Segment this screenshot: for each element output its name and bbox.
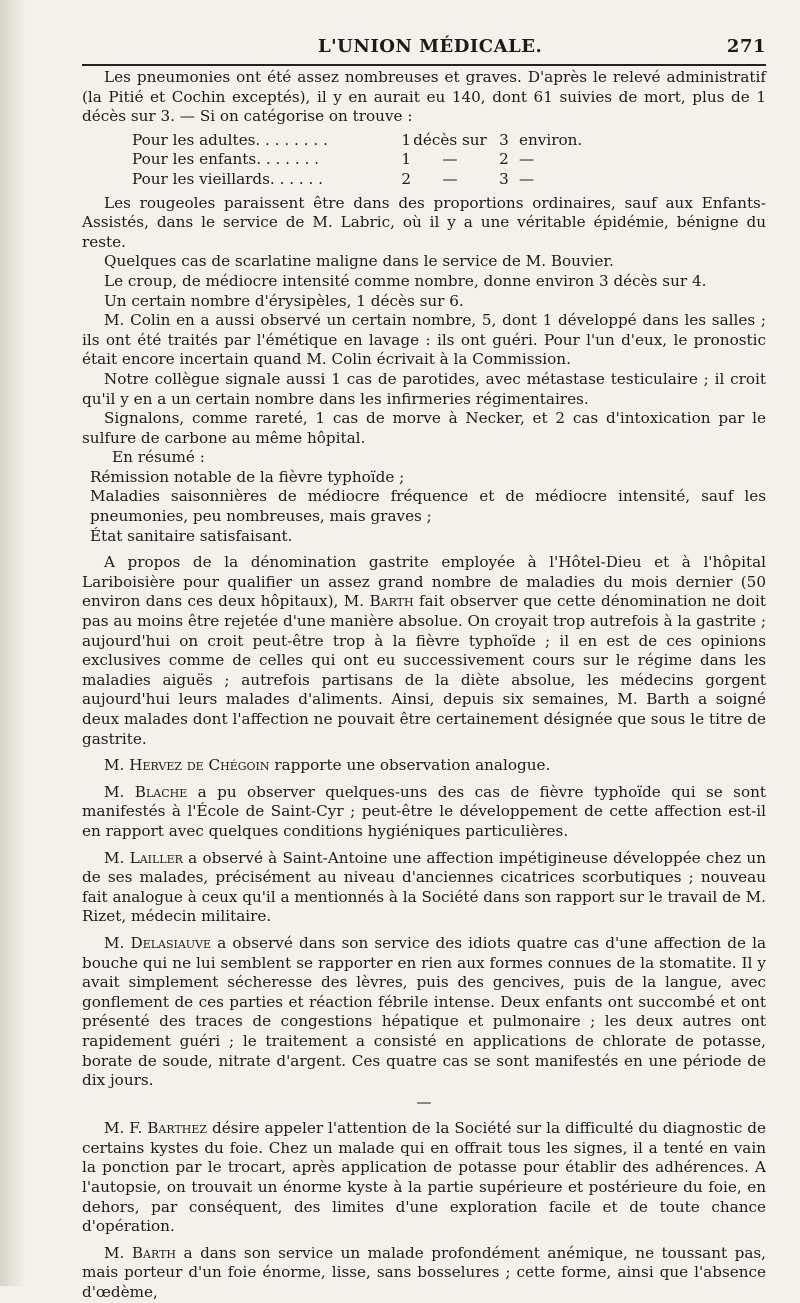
row-value: 2 (401, 169, 411, 188)
text-run: A propos de la dénomination gastrite employée à l'Hôtel-Dieu et à l'hôpital Lariboisière pour qualifier un assez grand nombre de maladies du mois dernier (50 environ dans ces deux hôpitaux), M. (82, 553, 766, 611)
text-run: M. (104, 848, 130, 867)
page-number: 271 (726, 36, 766, 57)
row-value: 3 (499, 130, 509, 149)
journal-title: L'UNION MÉDICALE. (318, 36, 543, 57)
paragraph-delasiauve (82, 934, 766, 1091)
text-run: M. (104, 782, 135, 801)
paragraph-colin: M. Colin en a aussi observé un certain nombre, 5, dont 1 développé dans les salles ; ils ont été traités par l'émétique en lavage : ils ont guéri. Pour l'un d'eux, le pronostic était encore incertain quand M. Colin écrivait à la Commission. (82, 311, 766, 369)
row-value: 3 (499, 169, 509, 188)
speaker-name: Delasiauve (130, 933, 212, 952)
paragraph-erysipeles: Un certain nombre d'érysipèles, 1 décès sur 6. (104, 291, 464, 310)
section-separator: — (416, 1092, 432, 1111)
speaker-name: Hervez de Chégoin (129, 756, 270, 775)
paragraph-scarlatine: Quelques cas de scarlatine maligne dans le service de M. Bouvier. (104, 252, 614, 271)
speaker-name: Barthez (147, 1119, 208, 1138)
speaker-name: Barth (131, 1243, 177, 1262)
text-run: M. (104, 1243, 132, 1262)
paragraph-hervez (82, 756, 766, 776)
summary-section (82, 448, 766, 546)
paragraph-croup: Le croup, de médiocre intensité comme nombre, donne environ 3 décès sur 4. (104, 271, 707, 290)
text-run: a pu observer quelques-uns des cas de fièvre typhoïde qui se sont manifestés à l'École de Saint-Cyr ; peut-être le développement de cette affection est-il en rapport avec quelques conditions hygiéniques particulières. (82, 782, 766, 840)
row-value: 1 (401, 150, 411, 169)
paragraph-morve: Signalons, comme rareté, 1 cas de morve à Necker, et 2 cas d'intoxication par le sulfure de carbone au même hôpital. (82, 409, 766, 447)
paragraph-rougeoles: Les rougeoles paraissent être dans des proportions ordinaires, sauf aux Enfants-Assistés, dans le service de M. Labric, où il y a une véritable épidémie, bénigne du reste. (82, 193, 766, 251)
text-run: a observé à Saint-Antoine une affection impétigineuse développée chez un de ses malades, précisément au niveau d'anciennes cicatrices scorbutiques ; nouveau fait analogue à ceux qu'il a mentionnés à la Société dans son rapport sur le travail de M. Rizet, médecin militaire. (82, 848, 766, 926)
row-label: Pour les vieillards. . . . . . (132, 169, 324, 188)
page-header (82, 30, 766, 60)
mortality-table (132, 131, 639, 190)
table-row (132, 150, 639, 170)
paragraph-gastrite (82, 553, 766, 749)
text-run: désire appeler l'attention de la Société sur la difficulté du diagnostic de certains kystes du foie. Chez un malade qui en offrait tous les signes, il a tenté en vain la ponction par le trocart, après application de potasse pour établir des adhérences. A l'autopsie, on trouvait un énorme kyste à la partie supérieure et postérieure du foie, en dehors, par conséquent, des limites d'une exploration facile et de toute chance d'opération. (82, 1119, 766, 1236)
row-tail: — (519, 169, 535, 188)
table-row (132, 170, 639, 190)
table-row (132, 131, 639, 151)
row-tail: — (519, 150, 535, 169)
text-run: M. F. (104, 1119, 148, 1138)
text-run: a dans son service un malade profondément anémique, ne toussant pas, mais porteur d'un foie énorme, lisse, sans bosselures ; cette forme, ainsi que l'absence d'œdème, (82, 1243, 767, 1302)
row-word: — (442, 169, 458, 188)
row-value: 1 (401, 130, 411, 149)
row-tail: environ. (519, 130, 583, 149)
speaker-name: Barth (369, 592, 414, 611)
paragraph-barthez (82, 1119, 766, 1237)
row-word: — (442, 150, 458, 169)
text-run: a observé dans son service des idiots quatre cas d'une affection de la bouche qui ne lui semblent se rapporter en rien aux formes connues de la stomatite. Il y avait simplement sécheresse des lèvres, puis des gencives, puis de la langue, avec gonflement de ces parties et réaction fébrile intense. Deux enfants ont succombé et ont présenté des traces de congestions hépatique et pulmonaire ; les deux autres ont rapidement guéri ; le traitement a consisté en applications de chlorate de potasse, borate de soude, nitrate d'argent. Ces quatre cas se sont manifestés en une période de dix jours. (82, 933, 766, 1090)
paragraph-barth-foie (82, 1244, 766, 1303)
paragraph-blache (82, 783, 766, 842)
text-run: M. (104, 756, 130, 775)
speaker-name: Lailler (129, 848, 183, 867)
header-rule (82, 64, 766, 66)
summary-item: Maladies saisonnières de médiocre fréquence et de médiocre intensité, sauf les pneumonies, peu nombreuses, mais graves ; (90, 487, 766, 526)
row-label: Pour les adultes. . . . . . . . (132, 130, 328, 149)
paragraph-pneumonies: Les pneumonies ont été assez nombreuses et graves. D'après le relevé administratif (la Pitié et Cochin exceptés), il y en aurait eu 140, dont 61 suivies de mort, plus de 1 décès sur 3. — Si on catégorise on trouve : (82, 68, 766, 126)
paragraph-parotides: Notre collègue signale aussi 1 cas de parotides, avec métastase testiculaire ; il croit qu'il y en a un certain nombre dans les infirmeries régimentaires. (82, 369, 766, 408)
article-body (82, 68, 766, 1303)
text-run: M. (104, 933, 131, 952)
text-run: rapporte une observation analogue. (269, 756, 551, 775)
row-word: décès sur (413, 130, 487, 149)
row-label: Pour les enfants. . . . . . . (132, 150, 319, 169)
speaker-name: Blache (134, 782, 188, 801)
summary-heading: En résumé : (112, 448, 205, 467)
paragraph-lailler (82, 849, 766, 927)
row-value: 2 (499, 150, 509, 169)
summary-item: État sanitaire satisfaisant. (90, 526, 293, 545)
summary-item: Rémission notable de la fièvre typhoïde ; (90, 467, 405, 486)
text-run: fait observer que cette dénomination ne doit pas au moins être rejetée d'une manière absolue. On croyait trop autrefois à la gastrite ; aujourd'hui on croit peut-être trop à la fièvre typhoïde ; il en est de ces opinions exclusives comme de celles qui ont eu successivement cours sur le régime dans les maladies aiguës ; autrefois partisans de la diète absolue, les médecins gorgent aujourd'hui leurs malades d'aliments. Ainsi, depuis six semaines, M. Barth a soigné deux malades dont l'affection ne pouvait être certainement désignée que sous le titre de gastrite. (82, 592, 766, 748)
